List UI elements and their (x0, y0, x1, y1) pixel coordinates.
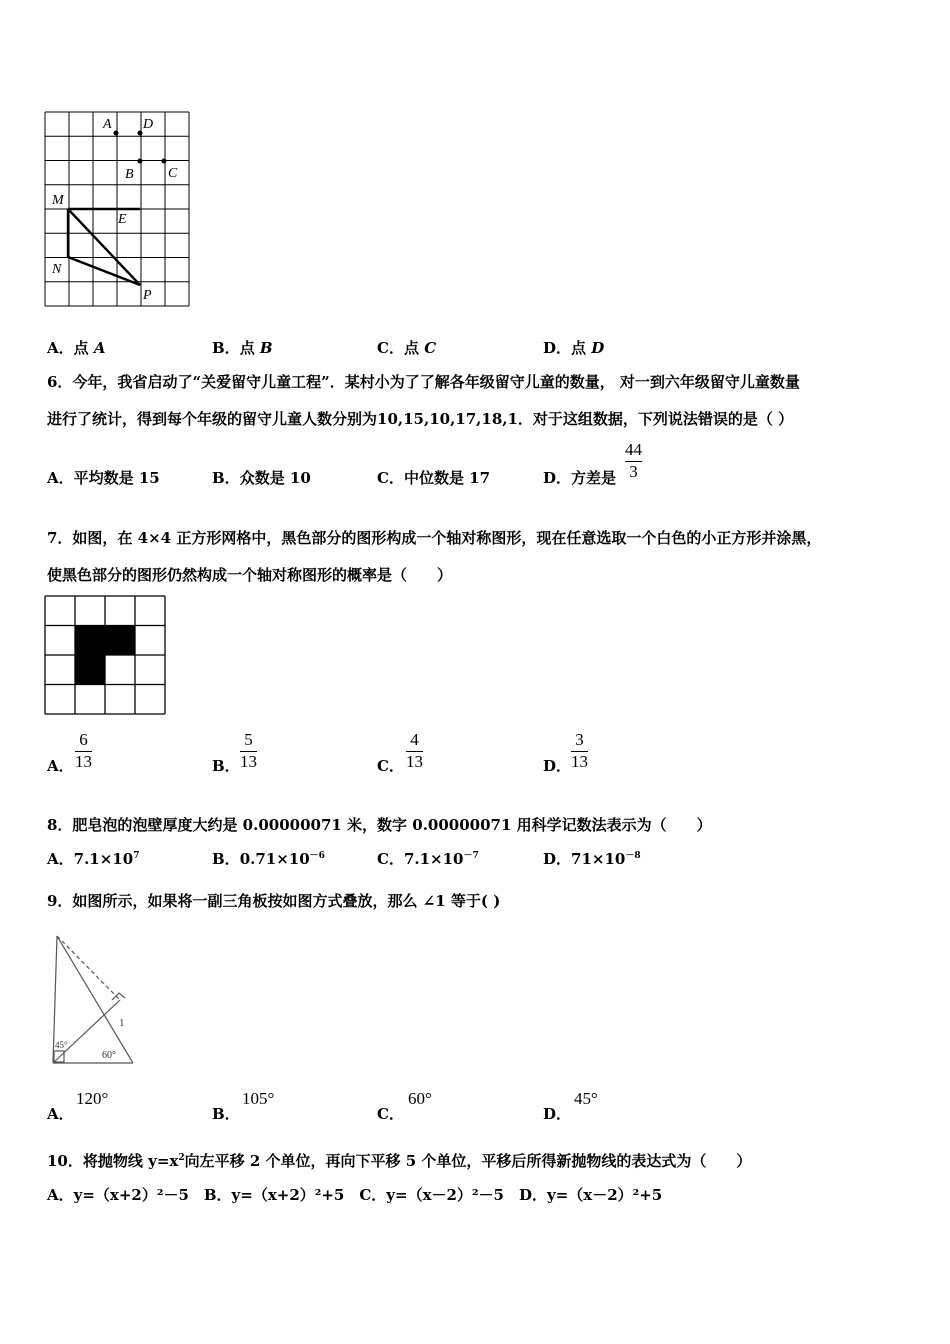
q9-value-a: 120° (76, 1089, 109, 1108)
q7-fraction-c: 4 13 (406, 730, 423, 771)
q7-option-c[interactable]: C． (377, 757, 404, 775)
q9-triangle-figure (45, 930, 145, 1070)
q5-option-a[interactable]: A．点 A (47, 339, 106, 357)
q7-stem-line2: 使黑色部分的图形仍然构成一个轴对称图形的概率是（ ） (47, 566, 453, 584)
q6-option-b[interactable]: B．众数是 10 (212, 469, 311, 487)
q9-value-c: 60° (408, 1089, 432, 1108)
label-m: M (52, 193, 64, 208)
q8-stem: 8．肥皂泡的泡壁厚度大约是 0.00000071 米，数字 0.00000071 用科学记数法表示为（ ） (47, 816, 712, 834)
q8-option-b[interactable]: B．$0.71\times 10^{-6}$ (212, 850, 325, 868)
q7-option-b[interactable]: B． (212, 757, 240, 775)
label-a: A (103, 117, 112, 132)
q6-stem-line1: 6．今年，我省启动了“关爱留守儿童工程”．某村小为了了解各年级留守儿童的数量， 对一到六年级留守儿童数量 (47, 373, 800, 391)
q7-fraction-a: 6 13 (75, 730, 92, 771)
q10-options[interactable]: A．y=（x+2）²－5 B．y=（x+2）²+5 C．y=（x－2）²－5 D．y=（x－2）²+5 (47, 1186, 663, 1204)
q5-option-d[interactable]: D．点 D (543, 339, 605, 357)
q9-value-b: 105° (242, 1089, 275, 1108)
q7-grid-figure (44, 595, 166, 717)
q5-grid-figure (40, 105, 200, 310)
q7-fraction-b: 5 13 (240, 730, 257, 771)
q8-option-c[interactable]: C．$7.1\times 10^{-7}$ (377, 850, 479, 868)
label-p: P (143, 288, 152, 303)
q5-option-b[interactable]: B．点 B (212, 339, 273, 357)
q5-option-c[interactable]: C．点 C (377, 339, 437, 357)
label-e: E (118, 212, 127, 227)
q8-option-d[interactable]: D．$71\times 10^{-8}$ (543, 850, 641, 868)
q9-option-d[interactable]: D． (543, 1105, 572, 1123)
q6-option-d[interactable]: D．方差是 (543, 469, 617, 487)
q7-fraction-d: 3 13 (571, 730, 588, 771)
q9-option-a[interactable]: A． (47, 1105, 74, 1123)
label-b: B (125, 167, 134, 182)
q6-stem-line2: 进行了统计，得到每个年级的留守儿童人数分别为10,15,10,17,18,1．对于这组数据，下列说法错误的是（ ） (47, 410, 794, 428)
q8-option-a[interactable]: A．$7.1\times 10^7$ (47, 850, 140, 868)
q9-angle-1-label: 1 (119, 1017, 125, 1029)
q9-value-d: 45° (574, 1089, 598, 1108)
label-n: N (52, 262, 62, 277)
q6-fraction-44-3: 44 3 (625, 440, 642, 481)
q9-option-c[interactable]: C． (377, 1105, 404, 1123)
q9-option-b[interactable]: B． (212, 1105, 240, 1123)
q7-stem-line1: 7．如图，在 4×4 正方形网格中，黑色部分的图形构成一个轴对称图形，现在任意选取一个白色的小正方形并涂黑， (47, 529, 822, 547)
q6-option-a[interactable]: A．平均数是 15 (47, 469, 160, 487)
q9-stem: 9．如图所示，如果将一副三角板按如图方式叠放，那么 ∠1 等于( ) (47, 892, 501, 910)
q9-angle-45-label: 45° (55, 1040, 68, 1050)
q6-option-c[interactable]: C．中位数是 17 (377, 469, 491, 487)
label-d: D (143, 117, 154, 132)
q10-stem: 10．将抛物线 $y=x^2$向左平移 2 个单位，再向下平移 5 个单位，平移后所得新抛物线的表达式为（ ） (47, 1152, 752, 1170)
label-c: C (168, 166, 178, 181)
q7-option-d[interactable]: D． (543, 757, 572, 775)
q9-angle-60-label: 60° (102, 1050, 116, 1061)
q7-option-a[interactable]: A． (47, 757, 74, 775)
